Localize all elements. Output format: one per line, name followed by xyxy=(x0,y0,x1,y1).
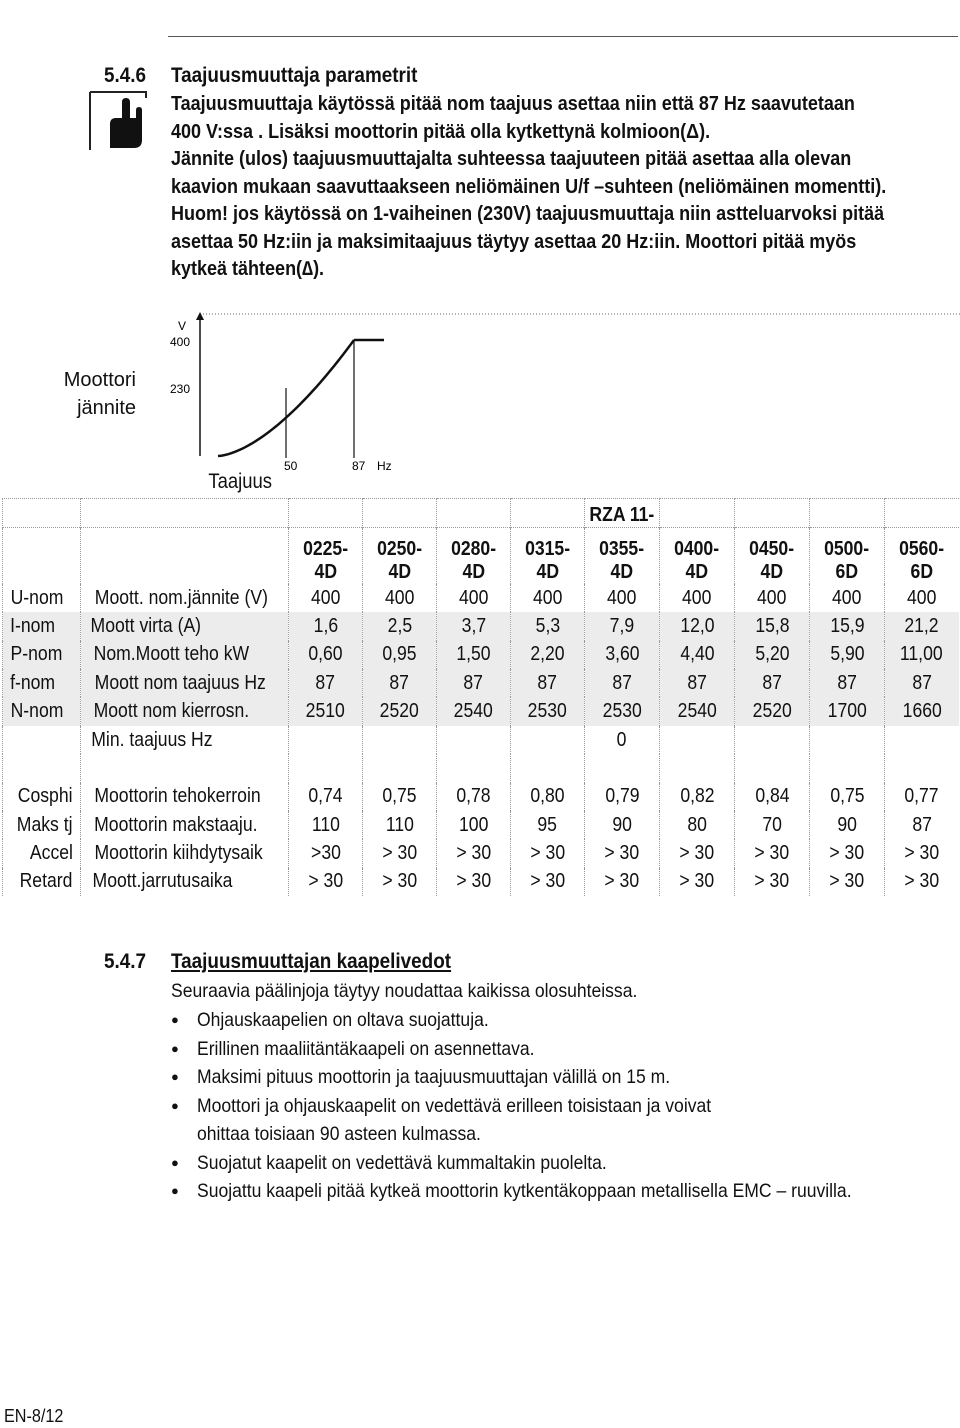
table-cell: 5,20 xyxy=(735,641,810,669)
table-cell: 3,60 xyxy=(585,641,660,669)
bullet-text: ● Moottori ja ohjauskaapelit on vedettävä erilleen toisistaan ja voivat xyxy=(197,1094,712,1117)
chart-side-label-line: Moottori xyxy=(63,369,136,391)
x-tick-label: 87 xyxy=(352,459,366,473)
bullet-item xyxy=(171,1035,951,1064)
table-cell: 87 xyxy=(885,669,959,697)
table-cell: 1700 xyxy=(810,697,885,725)
table-cell: 110 xyxy=(363,811,437,839)
table-row xyxy=(3,868,959,896)
section-paragraph xyxy=(171,91,960,284)
paragraph-line: 400 V:ssa . Lisäksi moottorin pitää olla kytkettynä kolmioon(Δ). xyxy=(171,120,711,143)
chart-below-label xyxy=(204,470,276,494)
table-cell: 400 xyxy=(437,584,511,612)
x-tick-label: 50 xyxy=(284,459,298,473)
bullet-text: ● Ohjauskaapelien on oltava suojattuja. xyxy=(197,1009,489,1031)
table-cell: 95 xyxy=(511,811,585,839)
table-cell: 0,95 xyxy=(363,641,437,669)
chart-side-label xyxy=(20,366,136,422)
model-header-cell: 0225- 4D xyxy=(289,528,363,584)
table-cell: 15,9 xyxy=(810,612,885,640)
table-cell: > 30 xyxy=(363,868,437,896)
row-description: Nom.Moott teho kW xyxy=(81,641,289,669)
table-cell: > 30 xyxy=(437,839,511,867)
table-cell: 7,9 xyxy=(585,612,660,640)
bullet-text: ● Suojatut kaapelit on vedettävä kummaltakin puolelta. xyxy=(197,1151,607,1174)
table-cell: 87 xyxy=(511,669,585,697)
paragraph-line: Taajuusmuuttaja käytössä pitää nom taajuus asettaa niin että 87 Hz saavutetaan xyxy=(171,93,855,115)
table-cell: 400 xyxy=(585,584,660,612)
row-code: Retard xyxy=(3,868,81,896)
table-cell: 0,82 xyxy=(660,783,735,811)
row-code: P-nom xyxy=(3,641,81,669)
paragraph-line: Huom! jos käytössä on 1-vaiheinen (230V) taajuusmuuttaja niin astteluarvoksi pitää xyxy=(171,203,885,225)
table-cell: > 30 xyxy=(585,839,660,867)
table-cell: > 30 xyxy=(885,868,959,896)
row-code: Accel xyxy=(3,839,81,867)
table-cell: > 30 xyxy=(810,839,885,867)
row-description: Moott virta (A) xyxy=(81,612,289,640)
bullet-item xyxy=(171,1006,951,1035)
table-cell: 0,74 xyxy=(289,783,363,811)
bullet-item xyxy=(171,1177,951,1206)
row-code: U-nom xyxy=(3,584,81,612)
bullet-list xyxy=(171,1006,951,1206)
table-cell: 90 xyxy=(585,811,660,839)
row-description: Moott. nom.jännite (V) xyxy=(81,584,289,612)
table-row xyxy=(3,612,959,640)
paragraph-line: asettaa 50 Hz:iin ja maksimitaajuus täytyy asettaa 20 Hz:iin. Moottori pitää myös xyxy=(171,230,857,253)
table-cell: 2520 xyxy=(363,697,437,725)
table-cell: 400 xyxy=(885,584,959,612)
table-cell: 0,75 xyxy=(810,783,885,811)
bullet-item xyxy=(171,1063,951,1092)
section-number: 5.4.7 xyxy=(104,950,147,973)
row-description: Moott nom taajuus Hz xyxy=(81,669,289,697)
table-row xyxy=(3,697,959,725)
table-cell: > 30 xyxy=(660,868,735,896)
table-cell: 70 xyxy=(735,811,810,839)
table-cell: >30 xyxy=(289,839,363,867)
row-description: Moott nom kierrosn. xyxy=(81,697,289,725)
table-row xyxy=(3,641,959,669)
row-code: I-nom xyxy=(3,612,81,640)
paragraph-line: Jännite (ulos) taajuusmuuttajalta suhteessa taajuuteen pitää asettaa alla olevan xyxy=(171,148,852,170)
table-cell: 0,79 xyxy=(585,783,660,811)
row-description: Moottorin kiihdytysaik xyxy=(81,839,289,867)
row-code: f-nom xyxy=(3,669,81,697)
page-number: EN-8/12 xyxy=(4,1406,64,1426)
table-cell: 400 xyxy=(735,584,810,612)
table-cell: 3,7 xyxy=(437,612,511,640)
table-cell: 110 xyxy=(289,811,363,839)
section-title: Taajuusmuuttajan kaapelivedot xyxy=(171,950,452,973)
min-frequency-label: Min. taajuus Hz xyxy=(81,726,289,754)
table-cell: > 30 xyxy=(437,868,511,896)
table-cell: 2540 xyxy=(660,697,735,725)
model-prefix: RZA 11- xyxy=(585,499,660,528)
table-cell: > 30 xyxy=(660,839,735,867)
table-cell: 2540 xyxy=(437,697,511,725)
model-header-cell: 0315- 4D xyxy=(511,528,585,584)
table-cell: 400 xyxy=(660,584,735,612)
table-cell: 5,3 xyxy=(511,612,585,640)
table-cell: 87 xyxy=(810,669,885,697)
model-header-cell: 0400- 4D xyxy=(660,528,735,584)
row-code: Cosphi xyxy=(3,783,81,811)
table-cell: 100 xyxy=(437,811,511,839)
table-cell: 0,60 xyxy=(289,641,363,669)
header-rule xyxy=(168,36,958,37)
model-header-cell: 0450- 4D xyxy=(735,528,810,584)
table-cell: 0,84 xyxy=(735,783,810,811)
table-cell: 400 xyxy=(511,584,585,612)
table-cell: 87 xyxy=(885,811,959,839)
table-cell: > 30 xyxy=(735,839,810,867)
table-cell: 87 xyxy=(437,669,511,697)
table-cell: 87 xyxy=(363,669,437,697)
table-cell: 2,20 xyxy=(511,641,585,669)
bullet-item xyxy=(171,1149,951,1178)
table-cell: 1660 xyxy=(885,697,959,725)
hand-note-icon xyxy=(88,90,150,152)
table-cell: 0,75 xyxy=(363,783,437,811)
table-cell: 87 xyxy=(289,669,363,697)
model-header-cell: 0250- 4D xyxy=(363,528,437,584)
table-cell: 1,50 xyxy=(437,641,511,669)
table-cell: 0,80 xyxy=(511,783,585,811)
table-cell: 2,5 xyxy=(363,612,437,640)
table-cell: > 30 xyxy=(735,868,810,896)
y-axis-arrow xyxy=(196,312,204,320)
table-cell: 87 xyxy=(585,669,660,697)
bullet-text: ● Erillinen maaliitäntäkaapeli on asennettava. xyxy=(197,1037,535,1060)
model-header-cell: 0280- 4D xyxy=(437,528,511,584)
model-header-cell: 0560- 6D xyxy=(885,528,959,584)
motor-spec-table xyxy=(2,498,959,896)
table-cell: 400 xyxy=(289,584,363,612)
row-description: Moottorin tehokerroin xyxy=(81,783,289,811)
table-cell: > 30 xyxy=(511,868,585,896)
table-cell: > 30 xyxy=(363,839,437,867)
row-description: Moottorin makstaaju. xyxy=(81,811,289,839)
table-cell: 400 xyxy=(810,584,885,612)
paragraph-line: kaavion mukaan saavuttaakseen neliömäinen U/f –suhteen (neliömäinen momentti). xyxy=(171,175,887,198)
table-row xyxy=(3,584,959,612)
table-cell: 4,40 xyxy=(660,641,735,669)
frequency-label: Taajuus xyxy=(208,470,273,493)
table-cell: 90 xyxy=(810,811,885,839)
table-cell: 87 xyxy=(735,669,810,697)
table-row xyxy=(3,669,959,697)
table-cell: > 30 xyxy=(511,839,585,867)
section-intro: Seuraavia päälinjoja täytyy noudattaa kaikissa olosuhteissa. xyxy=(171,980,638,1002)
table-cell: 80 xyxy=(660,811,735,839)
table-cell: 5,90 xyxy=(810,641,885,669)
table-cell: 15,8 xyxy=(735,612,810,640)
table-cell: 11,00 xyxy=(885,641,959,669)
chart-side-label-line: jännite xyxy=(77,397,136,419)
bullet-text: ohittaa toisiaan 90 asteen kulmassa. xyxy=(197,1123,481,1145)
table-cell: 21,2 xyxy=(885,612,959,640)
table-cell: 2530 xyxy=(585,697,660,725)
model-header-cell: 0500- 6D xyxy=(810,528,885,584)
table-cell: > 30 xyxy=(289,868,363,896)
table-cell: > 30 xyxy=(885,839,959,867)
y-tick-label: 230 xyxy=(170,382,191,396)
row-description: Moott.jarrutusaika xyxy=(81,868,289,896)
table-cell: > 30 xyxy=(585,868,660,896)
table-cell: 2520 xyxy=(735,697,810,725)
table-cell: 87 xyxy=(660,669,735,697)
bullet-text: ● Suojattu kaapeli pitää kytkeä moottorin kytkentäkoppaan metallisella EMC – ruuvilla. xyxy=(197,1180,852,1202)
table-cell: 2510 xyxy=(289,697,363,725)
table-cell: > 30 xyxy=(810,868,885,896)
x-axis-label: Hz xyxy=(377,459,392,473)
min-frequency-value: 0 xyxy=(585,726,660,754)
table-cell: 1,6 xyxy=(289,612,363,640)
table-row xyxy=(3,839,959,867)
table-cell: 0,77 xyxy=(885,783,959,811)
bullet-text: ● Maksimi pituus moottorin ja taajuusmuuttajan välillä on 15 m. xyxy=(197,1066,671,1088)
section-number: 5.4.6 xyxy=(104,64,147,87)
table-cell: 12,0 xyxy=(660,612,735,640)
table-cell: 400 xyxy=(363,584,437,612)
bullet-list-container xyxy=(171,1006,951,1206)
model-header-cell: 0355- 4D xyxy=(585,528,660,584)
y-tick-label: 400 xyxy=(170,335,191,349)
table-spacer-row xyxy=(3,754,959,782)
table-row xyxy=(3,783,959,811)
section-title: Taajuusmuuttaja parametrit xyxy=(171,64,418,87)
paragraph-line: kytkeä tähteen(∆). xyxy=(171,258,325,280)
table-cell: 0,78 xyxy=(437,783,511,811)
row-code: Maks tj xyxy=(3,811,81,839)
table-cell: 2530 xyxy=(511,697,585,725)
row-code: N-nom xyxy=(3,697,81,725)
bullet-item xyxy=(171,1092,951,1149)
y-axis-label: V xyxy=(178,319,187,333)
table-row xyxy=(3,811,959,839)
